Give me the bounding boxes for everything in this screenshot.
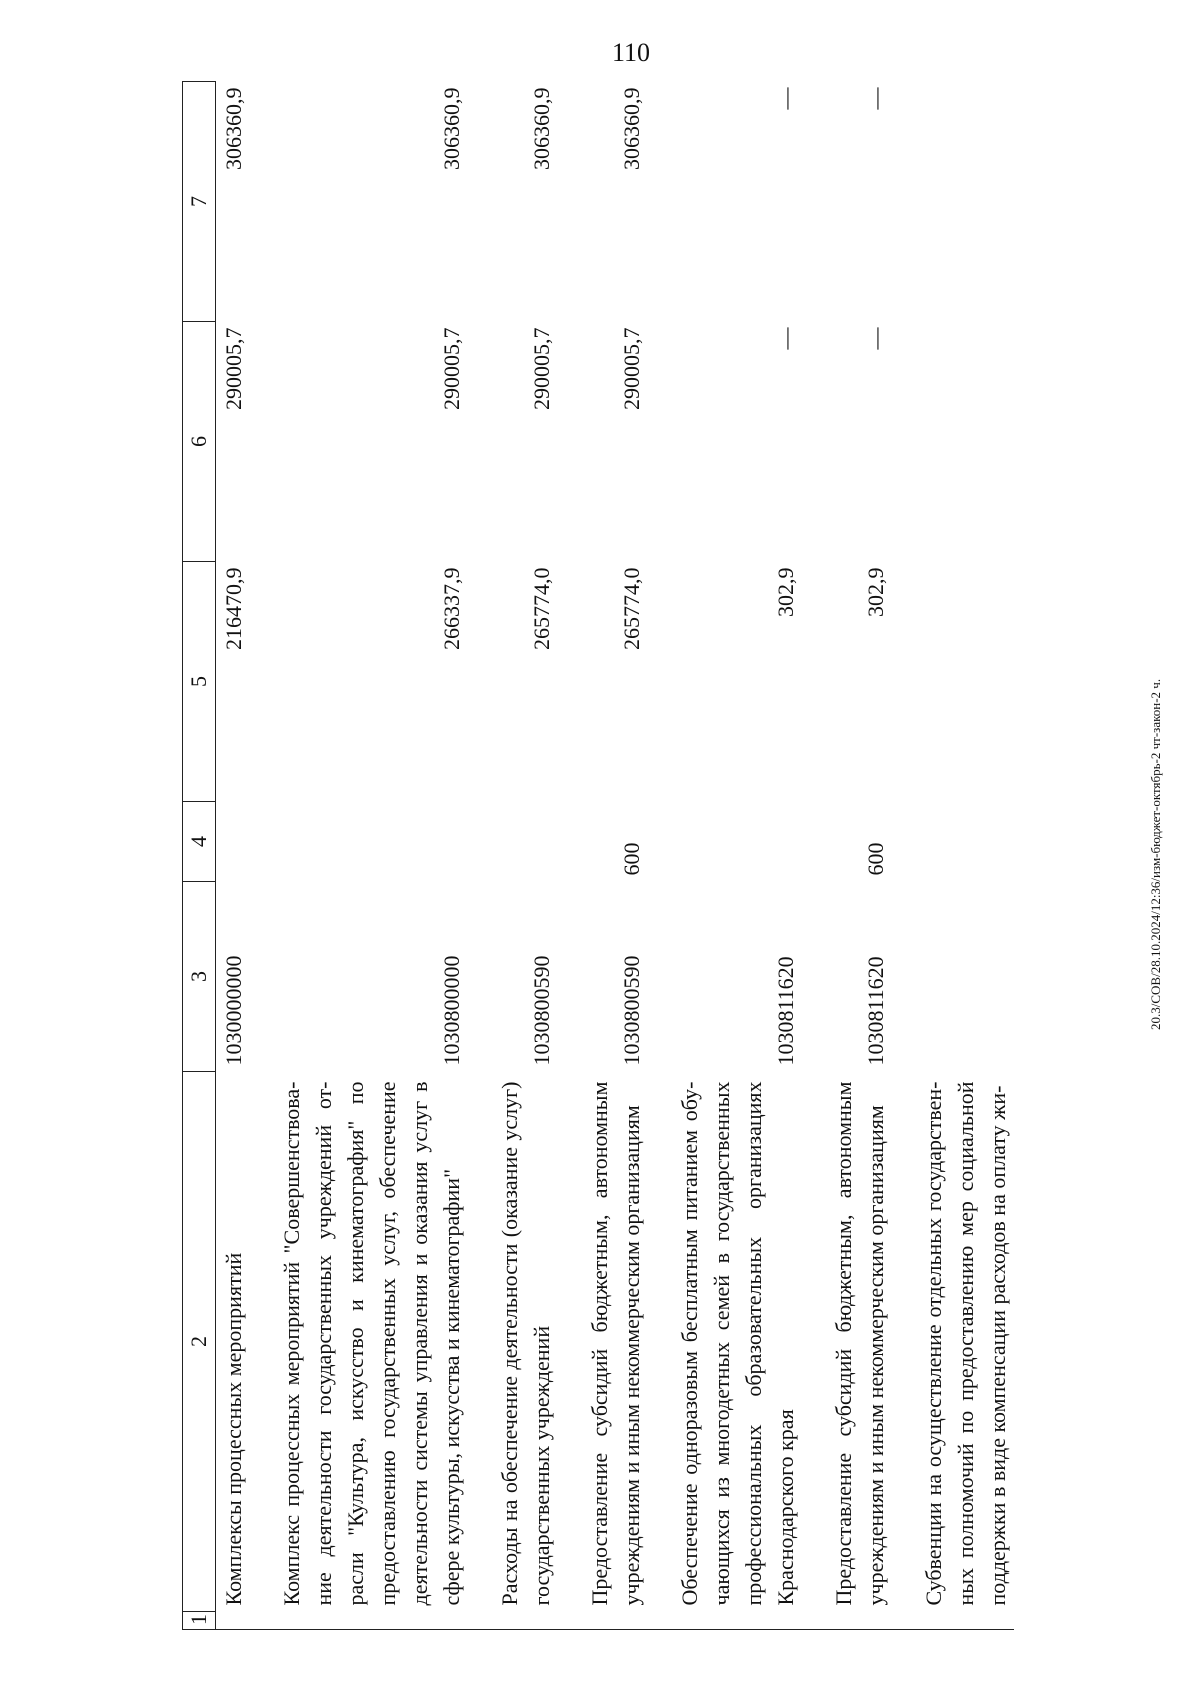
row-value-6: 290005,7 <box>619 327 644 410</box>
row-type: 600 <box>863 842 888 876</box>
page-number: 110 <box>612 38 651 67</box>
header-col-3: 3 <box>183 882 216 1072</box>
table-header-row <box>183 82 216 1630</box>
row-type: 600 <box>619 842 644 876</box>
row-value-5 <box>918 562 1014 802</box>
row-value-5: 265774,0 <box>619 567 644 650</box>
row-code: 1030000000 <box>221 955 246 1066</box>
row-value-7: 306360,9 <box>619 87 644 170</box>
row-code: 1030800590 <box>529 955 554 1066</box>
row-code: 1030811620 <box>773 956 798 1066</box>
header-col-4: 4 <box>183 802 216 882</box>
row-name: Обеспечение одноразовым бесплатным питанием обу-чающихся из многодетных семей в государственных профессиональных образовательных организациях Краснодарского края <box>677 1081 798 1606</box>
header-col-1: 1 <box>183 1612 216 1630</box>
row-value-6 <box>918 322 1014 562</box>
header-col-2: 2 <box>183 1072 216 1612</box>
row-type <box>494 802 558 882</box>
row-value-6: 290005,7 <box>529 327 554 410</box>
row-name: Предоставление субсидий бюджетным, автономным учреждениям и иным некоммерческим организациям <box>831 1081 888 1606</box>
row-value-7 <box>918 82 1014 322</box>
row-value-7: 306360,9 <box>221 87 246 170</box>
row-type <box>276 802 468 882</box>
row-name: Расходы на обеспечение деятельности (оказание услуг) государственных учреждений <box>497 1081 554 1606</box>
header-col-6: 6 <box>183 322 216 562</box>
row-value-5: 302,9 <box>773 567 798 617</box>
table-row <box>584 82 648 1630</box>
row-value-5: 265774,0 <box>529 567 554 650</box>
row-code: 1030800590 <box>619 955 644 1066</box>
row-value-6: 290005,7 <box>221 327 246 410</box>
table-row <box>828 82 892 1630</box>
row-code: 1030811620 <box>863 956 888 1066</box>
table-row <box>918 82 1014 1630</box>
document-footer-code: 20.3/СОВ/28.10.2024/12:36/изм-бюджет-октябрь-2 чт-закон-2 ч. <box>1148 678 1163 1030</box>
row-code <box>918 882 1014 1072</box>
budget-table <box>182 81 1014 1630</box>
row-name: Предоставление субсидий бюджетным, автономным учреждениям и иным некоммерческим организациям <box>587 1081 644 1606</box>
table-row <box>276 82 468 1630</box>
row-value-5: 302,9 <box>863 567 888 617</box>
row-name: Комплекс процессных мероприятий "Совершенствова-ние деятельности государственных учреждений от-расли "Культура, искусство и кинематография" по предоставлению государственных услуг, обеспечение деятельности системы управления и оказания услуг в сфере культуры, искусства и кинематографии" <box>279 1081 464 1606</box>
row-type <box>674 802 802 882</box>
row-value-7: — <box>773 87 798 110</box>
header-col-5: 5 <box>183 562 216 802</box>
row-name: Субвенции на осуществление отдельных государствен-ных полномочий по предоставлению мер социальной поддержки в виде компенсации расходов на оплату жи- <box>921 1081 1010 1606</box>
row-value-7: 306360,9 <box>529 87 554 170</box>
budget-table-rotated <box>182 82 1010 1630</box>
row-type <box>216 802 251 882</box>
row-value-6: — <box>863 327 888 350</box>
table-row <box>494 82 558 1630</box>
row-value-7: 306360,9 <box>439 87 464 170</box>
table-row <box>674 82 802 1630</box>
row-value-5: 266337,9 <box>439 567 464 650</box>
header-col-7: 7 <box>183 82 216 322</box>
row-value-6: 290005,7 <box>439 327 464 410</box>
row-value-7: — <box>863 87 888 110</box>
row-code: 1030800000 <box>439 955 464 1066</box>
row-value-5: 216470,9 <box>221 567 246 650</box>
row-name: Комплексы процессных мероприятий <box>221 1252 246 1606</box>
table-row <box>216 82 251 1630</box>
row-value-6: — <box>773 327 798 350</box>
row-type <box>918 802 1014 882</box>
